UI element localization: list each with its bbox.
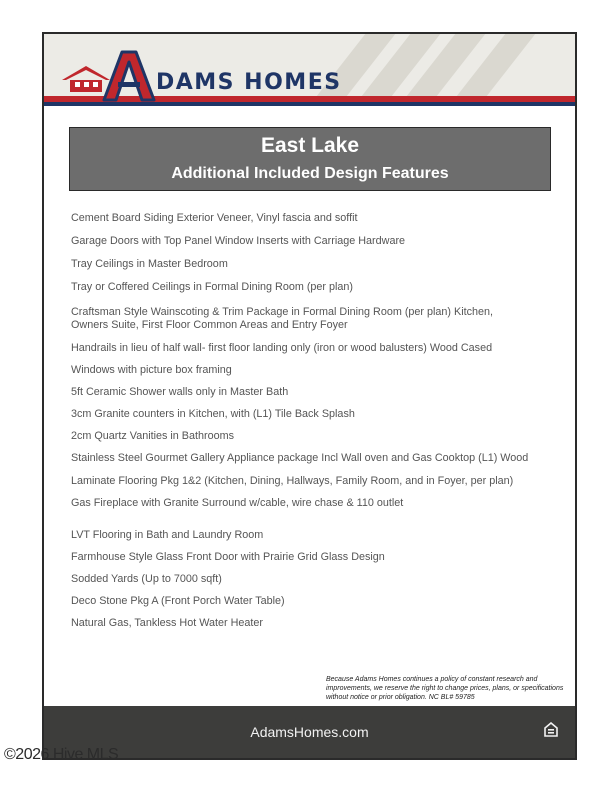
title-box: [69, 127, 551, 191]
copyright-watermark: ©2026 Hive MLS: [4, 746, 119, 763]
feature-item: Natural Gas, Tankless Hot Water Heater: [71, 617, 264, 629]
website-link[interactable]: AdamsHomes.com: [250, 724, 369, 740]
flyer-page: [42, 32, 577, 760]
feature-item: 2cm Quartz Vanities in Bathrooms: [71, 430, 235, 442]
feature-item: LVT Flooring in Bath and Laundry Room: [71, 529, 264, 541]
feature-item: Farmhouse Style Glass Front Door with Prairie Grid Glass Design: [71, 551, 385, 563]
feature-item: Sodded Yards (Up to 7000 sqft): [71, 573, 222, 585]
feature-item: Windows with picture box framing: [71, 364, 232, 376]
equal-housing-icon: [544, 722, 558, 738]
page-title: East Lake: [260, 134, 360, 157]
header-navy-band: [44, 102, 575, 106]
brand-name: DAMS HOMES: [156, 70, 342, 95]
feature-item: Garage Doors with Top Panel Window Inserts with Carriage Hardware: [71, 235, 406, 247]
feature-item: Craftsman Style Wainscoting & Trim Package in Formal Dining Room (per plan) Kitchen, Owners Suite, First Floor Common Areas and Entry Foyer: [71, 306, 494, 331]
feature-item: Stainless Steel Gourmet Gallery Appliance package Incl Wall oven and Gas Cooktop (L1) Wood: [71, 452, 529, 464]
footer-bar: [44, 706, 575, 758]
logo-letter-a-icon: [102, 50, 156, 102]
feature-item: Tray or Coffered Ceilings in Formal Dining Room (per plan): [71, 281, 354, 293]
feature-item: Gas Fireplace with Granite Surround w/cable, wire chase & 110 outlet: [71, 497, 404, 509]
feature-item: Handrails in lieu of half wall- first floor landing only (iron or wood balusters) Wood Cased: [71, 342, 493, 354]
feature-item: 5ft Ceramic Shower walls only in Master Bath: [71, 386, 289, 398]
page-subtitle: Additional Included Design Features: [171, 165, 449, 182]
feature-item: Tray Ceilings in Master Bedroom: [71, 258, 228, 270]
disclaimer-text: Because Adams Homes continues a policy of constant research and improvements, we reserve the right to change prices, plans, or specifications without notice or prior obligation. NC BL# 59785: [326, 676, 564, 701]
feature-item: Deco Stone Pkg A (Front Porch Water Table): [71, 595, 285, 607]
feature-item: 3cm Granite counters in Kitchen, with (L1) Tile Back Splash: [71, 408, 355, 420]
feature-item: Laminate Flooring Pkg 1&2 (Kitchen, Dining, Hallways, Family Room, and in Foyer, per plan): [71, 475, 514, 487]
header-banner: [44, 34, 575, 106]
feature-item: Cement Board Siding Exterior Veneer, Vinyl fascia and soffit: [71, 212, 358, 224]
